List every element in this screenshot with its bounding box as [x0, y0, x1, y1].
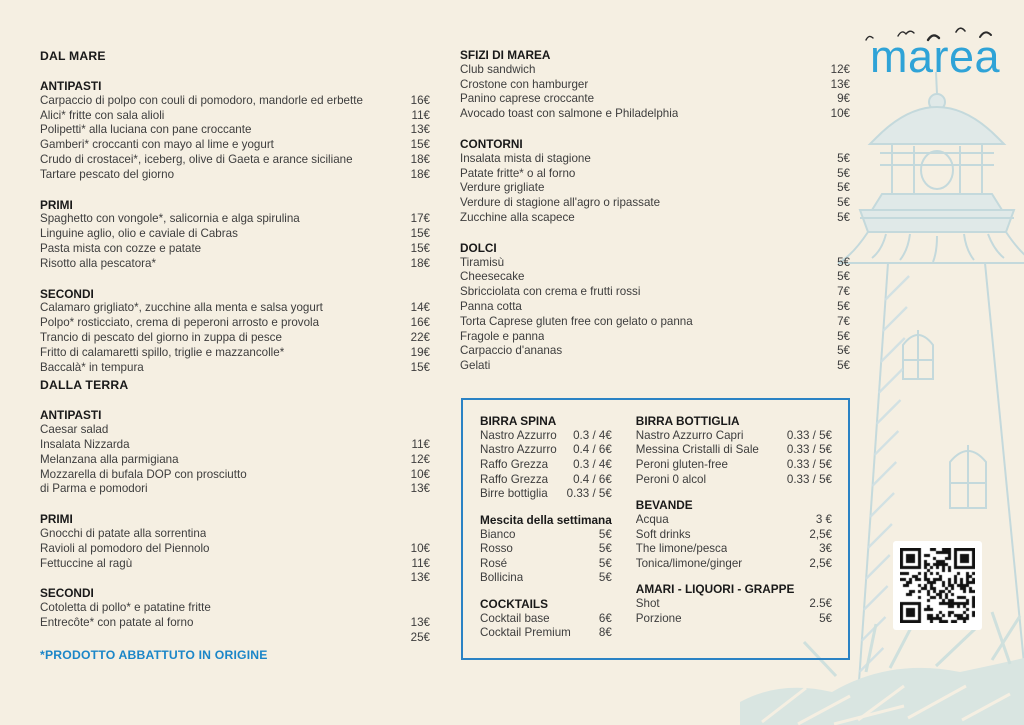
menu-item: [460, 315, 850, 330]
item-name: Entrecôte* con patate al forno: [40, 615, 194, 629]
item-price: 3€: [819, 542, 832, 556]
item-name: Cheesecake: [460, 270, 525, 284]
drinks-box-column-left: [480, 414, 612, 658]
menu-section: [40, 198, 430, 272]
item-price: 13€: [410, 482, 430, 496]
item-price: 5€: [837, 270, 850, 284]
section-title: ANTIPASTI: [40, 408, 102, 423]
menu-item: [40, 438, 430, 453]
menu-section: [480, 513, 612, 586]
item-name: Risotto alla pescatora*: [40, 256, 156, 270]
menu-item: [40, 423, 430, 438]
section-title: SFIZI DI MAREA: [460, 48, 551, 62]
menu-item: [40, 242, 430, 257]
drinks-box-column-right: [636, 414, 832, 658]
item-price: 10€: [830, 107, 850, 121]
menu-group-heading: DALLA TERRA: [40, 378, 129, 393]
section-title: SECONDI: [40, 286, 94, 301]
section-title: PRIMI: [40, 197, 73, 212]
item-name: Avocado toast con salmone e Philadelphia: [460, 107, 679, 121]
item-name: Caesar salad: [40, 423, 109, 437]
item-name: Nastro Azzurro Capri: [635, 428, 744, 442]
menu-item: [40, 123, 430, 138]
item-price: 15€: [410, 227, 430, 241]
item-price: 3 €: [815, 512, 832, 526]
menu-group-heading: DAL MARE: [40, 49, 106, 63]
item-name: Raffo Grezza: [480, 472, 549, 486]
menu-item: [40, 468, 430, 483]
item-name: Fritto di calamaretti spillo, triglie e mazzancolle*: [40, 345, 285, 359]
item-price: 15€: [410, 360, 430, 374]
item-price: 13€: [830, 77, 850, 91]
section-title: PRIMI: [40, 512, 73, 527]
drinks-box: [461, 398, 850, 660]
qr-code-pattern: [900, 548, 975, 623]
menu-item: [460, 211, 850, 226]
item-price: 18€: [410, 152, 430, 166]
menu-item: [40, 361, 430, 376]
menu-item: [40, 616, 430, 631]
item-name: Crostone con hamburger: [460, 77, 589, 91]
menu-item: [40, 527, 430, 542]
menu-item: [460, 152, 850, 167]
item-name: Cocktail Premium: [480, 626, 571, 640]
menu-item: [40, 109, 430, 124]
item-name: Messina Cristalli di Sale: [635, 443, 759, 457]
menu-item: [460, 167, 850, 182]
menu-item: [636, 513, 832, 528]
menu-item: [460, 78, 850, 93]
menu-item: [460, 92, 850, 107]
menu-item: [40, 331, 430, 346]
item-price: 11€: [411, 556, 430, 570]
menu-item: [40, 316, 430, 331]
item-name: Bollicina: [480, 571, 524, 585]
item-name: Torta Caprese gluten free con gelato o panna: [460, 314, 693, 328]
menu-item: [460, 270, 850, 285]
menu-item: [480, 473, 612, 488]
menu-item: [40, 542, 430, 557]
menu-item: [636, 612, 832, 627]
item-price: 0.33 / 5€: [786, 472, 832, 486]
item-name: Patate fritte* o al forno: [460, 166, 576, 180]
section-title: Mescita della settimana: [480, 512, 612, 527]
menu-item: [460, 344, 850, 359]
item-name: Baccalà* in tempura: [40, 360, 144, 374]
section-title: AMARI - LIQUORI - GRAPPE: [635, 582, 795, 597]
item-name: Crudo di crostacei*, iceberg, olive di Gaeta e arance siciliane: [40, 152, 353, 166]
menu-item: [460, 181, 850, 196]
section-title: BIRRA SPINA: [480, 414, 557, 428]
item-name: Polipetti* alla luciana con pane croccante: [40, 123, 252, 137]
item-name: Tartare pescato del giorno: [40, 167, 175, 181]
item-name: Nastro Azzurro: [480, 443, 557, 457]
item-price: 2.5€: [809, 597, 832, 611]
item-name: Birre bottiglia: [480, 487, 548, 501]
menu-item: [480, 487, 612, 502]
menu-section: [40, 586, 430, 645]
menu-item: [460, 285, 850, 300]
menu-item: [636, 597, 832, 612]
item-name: Sbricciolata con crema e frutti rossi: [460, 285, 641, 299]
brand-name: marea: [869, 31, 1001, 82]
item-price: 5€: [837, 299, 850, 313]
item-name: Insalata Nizzarda: [40, 437, 130, 451]
item-price: 0.33 / 5€: [786, 443, 832, 457]
menu-item: [40, 482, 430, 497]
item-price: 15€: [410, 138, 430, 152]
item-name: Cotoletta di pollo* e patatine fritte: [40, 600, 211, 614]
item-name: di Parma e pomodori: [40, 482, 148, 496]
item-name: Nastro Azzurro: [480, 428, 557, 442]
item-price: 5€: [837, 344, 850, 358]
menu-item: [480, 557, 612, 572]
item-price: 11€: [411, 437, 430, 451]
item-price: 5€: [837, 166, 850, 180]
item-name: Zucchine alla scapece: [460, 210, 575, 224]
item-name: Rosso: [480, 542, 513, 556]
menu-item: [636, 429, 832, 444]
item-price: 10€: [410, 467, 430, 481]
item-name: Soft drinks: [635, 527, 691, 541]
item-name: Verdure di stagione all'agro o ripassate: [460, 196, 661, 210]
item-name: Acqua: [635, 512, 669, 526]
item-name: Fragole e panna: [460, 329, 545, 343]
menu-section: [636, 582, 832, 626]
item-price: 12€: [830, 62, 850, 76]
item-price: 15€: [410, 241, 430, 255]
qr-code: [893, 541, 982, 630]
section-title: DOLCI: [460, 240, 497, 255]
menu-item: [636, 473, 832, 488]
item-name: Pasta mista con cozze e patate: [40, 241, 202, 255]
menu-column-right: [460, 48, 850, 374]
menu-item: [460, 196, 850, 211]
item-name: Melanzana alla parmigiana: [40, 452, 179, 466]
menu-item: [40, 557, 430, 572]
footnote: *PRODOTTO ABBATTUTO IN ORIGINE: [40, 648, 268, 662]
menu-item: [460, 256, 850, 271]
item-price: 19€: [410, 345, 430, 359]
item-price: 18€: [410, 167, 430, 181]
item-name: Peroni 0 alcol: [635, 472, 707, 486]
item-price: 0.33 / 5€: [786, 457, 832, 471]
item-price: 0.4 / 6€: [573, 472, 612, 486]
menu-section: [460, 241, 850, 374]
menu-section: [636, 498, 832, 571]
menu-item: [636, 458, 832, 473]
menu-item: [480, 443, 612, 458]
item-price: 0.4 / 6€: [573, 443, 612, 457]
item-price: 5€: [837, 255, 850, 269]
section-title: ANTIPASTI: [40, 79, 102, 93]
item-name: Spaghetto con vongole*, salicornia e alga spirulina: [40, 212, 300, 226]
seagulls-icon: [850, 20, 1020, 50]
item-name: Panino caprese croccante: [460, 92, 595, 106]
item-name: Club sandwich: [460, 62, 536, 76]
menu-item: [460, 63, 850, 78]
item-price: 5€: [598, 556, 612, 570]
item-price: 10€: [410, 541, 430, 555]
menu-item: [40, 301, 430, 316]
item-price: 5€: [837, 181, 850, 195]
section-title: COCKTAILS: [480, 596, 548, 611]
menu-item: [636, 443, 832, 458]
item-name: Gelati: [460, 359, 491, 373]
item-price: 5€: [837, 359, 850, 373]
item-name: Carpaccio di polpo con couli di pomodoro, mandorle ed erbette: [40, 93, 363, 107]
item-name: Porzione: [635, 611, 682, 625]
menu-section: [460, 48, 850, 122]
item-name: Panna cotta: [460, 299, 522, 313]
menu-item: [480, 571, 612, 586]
item-price: 0.3 / 4€: [573, 457, 612, 471]
item-price: 22€: [410, 330, 430, 344]
item-price: 17€: [410, 212, 430, 226]
menu-section: [40, 408, 430, 497]
section-title: BEVANDE: [635, 498, 693, 513]
item-price: 16€: [410, 316, 430, 330]
item-name: Alici* fritte con sala alioli: [40, 108, 165, 122]
item-price: 9€: [837, 92, 850, 106]
item-price: 0.33 / 5€: [786, 428, 832, 442]
item-price: 5€: [819, 611, 832, 625]
item-name: Carpaccio d'ananas: [460, 344, 563, 358]
item-name: Linguine aglio, olio e caviale di Cabras: [40, 227, 238, 241]
item-price: 8€: [598, 626, 612, 640]
section-title: SECONDI: [40, 586, 94, 601]
menu-item: [40, 94, 430, 109]
item-price: 13€: [410, 123, 430, 137]
item-price: 5€: [598, 571, 612, 585]
item-name: Peroni gluten-free: [635, 457, 728, 471]
brand-logo: [850, 20, 1020, 90]
item-name: Raffo Grezza: [480, 457, 549, 471]
item-price: 16€: [410, 93, 430, 107]
item-price: 13€: [410, 615, 430, 629]
menu-item: [480, 542, 612, 557]
menu-item: [40, 346, 430, 361]
item-price: 14€: [410, 301, 430, 315]
item-price: 5€: [837, 151, 850, 165]
menu-section: [480, 414, 612, 502]
item-price: 5€: [598, 527, 612, 541]
item-name: Cocktail base: [480, 611, 550, 625]
item-name: Trancio di pescato del giorno in zuppa di pesce: [40, 330, 282, 344]
item-name: Polpo* rosticciato, crema di peperoni arrosto e provola: [40, 316, 320, 330]
menu-item: [480, 429, 612, 444]
item-price: 2,5€: [809, 556, 832, 570]
section-title: BIRRA BOTTIGLIA: [635, 414, 740, 428]
menu-column-left: [40, 48, 430, 645]
item-name: Tiramisù: [460, 255, 505, 269]
menu-item: [40, 453, 430, 468]
item-price: 5€: [837, 196, 850, 210]
item-name: The limone/pesca: [635, 542, 728, 556]
item-price: 18€: [410, 256, 430, 270]
menu-item: [460, 300, 850, 315]
item-price: 11€: [411, 108, 430, 122]
item-name: Gamberi* croccanti con mayo al lime e yogurt: [40, 138, 274, 152]
menu-item: [40, 168, 430, 183]
item-price: 0.3 / 4€: [573, 428, 612, 442]
menu-item: [40, 227, 430, 242]
menu-item: [460, 107, 850, 122]
item-price: 0.33 / 5€: [566, 487, 612, 501]
menu-item: [480, 612, 612, 627]
menu-item: [40, 153, 430, 168]
menu-item: [40, 571, 430, 586]
menu-item: [480, 626, 612, 641]
menu-item: [460, 359, 850, 374]
item-price: 5€: [837, 210, 850, 224]
menu-item: [40, 138, 430, 153]
item-price: 7€: [837, 314, 850, 328]
menu-item: [480, 458, 612, 473]
item-price: 5€: [837, 329, 850, 343]
item-name: Rosé: [480, 556, 508, 570]
menu-item: [460, 330, 850, 345]
item-name: Verdure grigliate: [460, 181, 545, 195]
menu-item: [480, 528, 612, 543]
menu-item: [636, 557, 832, 572]
item-name: Gnocchi di patate alla sorrentina: [40, 526, 207, 540]
section-title: CONTORNI: [460, 136, 523, 151]
item-name: Insalata mista di stagione: [460, 151, 591, 165]
item-name: Tonica/limone/ginger: [635, 556, 743, 570]
menu-item: [636, 528, 832, 543]
item-price: 12€: [410, 452, 430, 466]
item-name: Mozzarella di bufala DOP con prosciutto: [40, 467, 247, 481]
menu-section: [40, 287, 430, 376]
item-price: 2,5€: [809, 527, 832, 541]
item-name: Ravioli al pomodoro del Piennolo: [40, 541, 210, 555]
item-price: 7€: [837, 285, 850, 299]
menu-section: [636, 414, 832, 487]
item-price: 25€: [410, 630, 430, 644]
menu-section: [40, 512, 430, 586]
item-name: Fettuccine al ragù: [40, 556, 133, 570]
menu-section: [460, 137, 850, 226]
item-price: 5€: [598, 542, 612, 556]
menu-item: [40, 601, 430, 616]
menu-item: [40, 257, 430, 272]
menu-section: [480, 597, 612, 641]
menu-section: [40, 79, 430, 183]
item-name: Calamaro grigliato*, zucchine alla menta e salsa yogurt: [40, 301, 323, 315]
item-name: Shot: [635, 597, 660, 611]
menu-item: [40, 631, 430, 646]
item-price: 6€: [598, 611, 612, 625]
item-name: Bianco: [480, 527, 516, 541]
menu-item: [40, 212, 430, 227]
menu-item: [636, 542, 832, 557]
item-price: 13€: [410, 571, 430, 585]
